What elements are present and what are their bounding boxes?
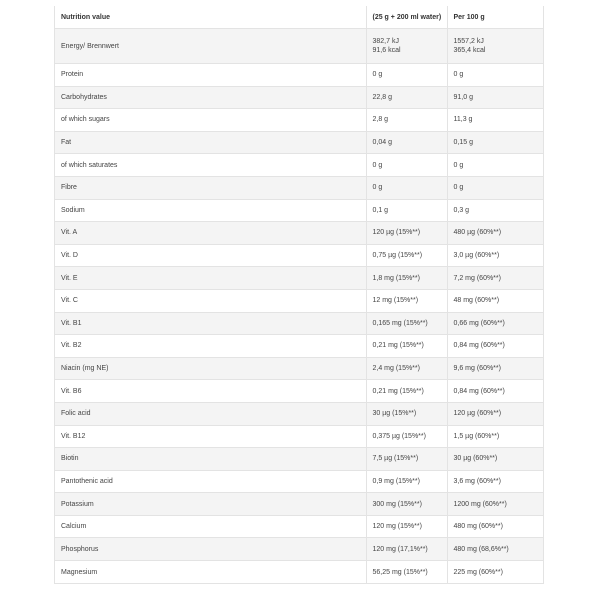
serving-value: 0,21 mg (15%**) <box>372 342 424 350</box>
per-100g-value-cell <box>447 267 543 290</box>
nutrient-name: Fibre <box>55 176 366 199</box>
per-100g-value: 480 mg (68,6%**) <box>453 545 509 553</box>
per-100g-value: 0,3 g <box>453 206 470 214</box>
table-row <box>55 335 543 358</box>
serving-value: 300 mg (15%**) <box>372 500 422 508</box>
table-row <box>55 64 543 87</box>
nutrient-name: Fat <box>55 131 366 154</box>
serving-value: 120 mg (15%**) <box>372 523 422 531</box>
nutrient-name: of which sugars <box>55 109 366 132</box>
table-row <box>55 448 543 471</box>
table-row <box>55 154 543 177</box>
per-100g-value: 11,3 g <box>453 116 473 124</box>
per-100g-value-cell <box>447 493 543 516</box>
serving-value-cell <box>366 64 447 87</box>
serving-value-cell <box>366 109 447 132</box>
per-100g-value: 0 g <box>453 184 464 192</box>
serving-value: 0,04 g <box>372 139 392 147</box>
header-serving: (25 g + 200 ml water) <box>366 6 447 29</box>
per-100g-value: 30 µg (60%**) <box>453 455 498 463</box>
per-100g-value-cell <box>447 448 543 471</box>
per-100g-value-cell <box>447 561 543 584</box>
serving-value-cell <box>366 448 447 471</box>
table-row <box>55 109 543 132</box>
nutrient-name: Vit. A <box>55 222 366 245</box>
table-row <box>55 176 543 199</box>
serving-value: 2,8 g <box>372 116 389 124</box>
serving-value-cell <box>366 222 447 245</box>
serving-value: 1,8 mg (15%**) <box>372 274 420 282</box>
serving-value-cell <box>366 289 447 312</box>
nutrient-name: Calcium <box>55 515 366 538</box>
serving-value: 22,8 g <box>372 93 392 101</box>
per-100g-value: 48 mg (60%**) <box>453 297 500 305</box>
per-100g-value-cell <box>447 538 543 561</box>
per-100g-value-cell <box>447 312 543 335</box>
per-100g-value: 0,15 g <box>453 139 473 147</box>
table-row <box>55 312 543 335</box>
serving-value: 0 g <box>372 184 383 192</box>
nutrient-name: of which saturates <box>55 154 366 177</box>
table-row <box>55 357 543 380</box>
nutrition-table <box>55 6 543 583</box>
per-100g-value-cell <box>447 176 543 199</box>
serving-value-cell <box>366 199 447 222</box>
per-100g-value-cell <box>447 380 543 403</box>
serving-value: 0,375 µg (15%**) <box>372 432 426 440</box>
per-100g-value: 480 mg (60%**) <box>453 523 503 531</box>
serving-value-cell <box>366 470 447 493</box>
table-row <box>55 538 543 561</box>
per-100g-value-cell <box>447 357 543 380</box>
table-row <box>55 470 543 493</box>
table-row <box>55 267 543 290</box>
serving-value: 0,75 µg (15%**) <box>372 252 423 260</box>
per-100g-value-cell <box>447 470 543 493</box>
serving-value: 7,5 µg (15%**) <box>372 455 419 463</box>
table-row <box>55 29 543 64</box>
serving-value: 56,25 mg (15%**) <box>372 568 428 576</box>
per-100g-value-cell <box>447 222 543 245</box>
nutrient-name: Carbohydrates <box>55 86 366 109</box>
serving-value-cell <box>366 131 447 154</box>
table-row <box>55 86 543 109</box>
serving-value: 0,165 mg (15%**) <box>372 319 428 327</box>
table-row <box>55 425 543 448</box>
table-header-row <box>55 6 543 29</box>
serving-value: 0 g <box>372 161 383 169</box>
per-100g-value-cell <box>447 425 543 448</box>
nutrient-name: Vit. C <box>55 289 366 312</box>
nutrient-name: Pantothenic acid <box>55 470 366 493</box>
serving-value-cell <box>366 515 447 538</box>
per-100g-value: 3,6 mg (60%**) <box>453 477 501 485</box>
serving-value-cell <box>366 380 447 403</box>
per-100g-value: 1557,2 kJ <box>453 38 484 45</box>
serving-value-cell <box>366 154 447 177</box>
serving-value-cell <box>366 176 447 199</box>
nutrient-name: Vit. B6 <box>55 380 366 403</box>
serving-value: 91,6 kcal <box>372 47 401 54</box>
nutrient-name: Magnesium <box>55 561 366 584</box>
header-per-100g: Per 100 g <box>447 6 543 29</box>
per-100g-value: 480 µg (60%**) <box>453 229 502 237</box>
serving-value: 2,4 mg (15%**) <box>372 365 420 373</box>
table-row <box>55 244 543 267</box>
serving-value: 0 g <box>372 71 383 79</box>
serving-value: 120 µg (15%**) <box>372 229 421 237</box>
table-row <box>55 561 543 584</box>
serving-value: 120 mg (17,1%**) <box>372 545 428 553</box>
header-nutrition-value: Nutrition value <box>61 13 111 21</box>
per-100g-value-cell <box>447 402 543 425</box>
nutrient-name: Phosphorus <box>55 538 366 561</box>
table-row <box>55 199 543 222</box>
per-100g-value: 0,66 mg (60%**) <box>453 319 505 327</box>
serving-value: 30 µg (15%**) <box>372 410 417 418</box>
serving-value-cell <box>366 267 447 290</box>
serving-value-cell <box>366 538 447 561</box>
serving-value: 12 mg (15%**) <box>372 297 419 305</box>
per-100g-value-cell <box>447 86 543 109</box>
nutrient-name: Vit. B1 <box>55 312 366 335</box>
table-row <box>55 289 543 312</box>
per-100g-value-cell <box>447 199 543 222</box>
table-row <box>55 402 543 425</box>
table-row <box>55 131 543 154</box>
per-100g-value-cell <box>447 109 543 132</box>
nutrient-name: Biotin <box>55 448 366 471</box>
per-100g-value: 9,6 mg (60%**) <box>453 365 501 373</box>
per-100g-value-cell <box>447 244 543 267</box>
per-100g-value: 91,0 g <box>453 93 473 101</box>
serving-value-cell <box>366 244 447 267</box>
nutrient-name: Energy/ Brennwert <box>55 29 366 64</box>
table-row <box>55 493 543 516</box>
per-100g-value-cell <box>447 29 543 64</box>
nutrient-name: Protein <box>55 64 366 87</box>
per-100g-value: 365,4 kcal <box>453 47 486 54</box>
serving-value: 382,7 kJ <box>372 38 399 45</box>
table-row <box>55 380 543 403</box>
per-100g-value-cell <box>447 64 543 87</box>
nutrient-name: Vit. B12 <box>55 425 366 448</box>
per-100g-value: 0,84 mg (60%**) <box>453 387 505 395</box>
serving-value-cell <box>366 86 447 109</box>
serving-value-cell <box>366 29 447 64</box>
per-100g-value: 1200 mg (60%**) <box>453 500 507 508</box>
per-100g-value: 3,0 µg (60%**) <box>453 252 500 260</box>
table-row <box>55 222 543 245</box>
serving-value-cell <box>366 312 447 335</box>
per-100g-value-cell <box>447 515 543 538</box>
nutrient-name: Vit. B2 <box>55 335 366 358</box>
table-row <box>55 515 543 538</box>
nutrient-name: Folic acid <box>55 402 366 425</box>
per-100g-value: 0 g <box>453 161 464 169</box>
nutrient-name: Niacin (mg NE) <box>55 357 366 380</box>
serving-value: 0,9 mg (15%**) <box>372 477 420 485</box>
serving-value: 0,1 g <box>372 206 389 214</box>
table-body <box>55 29 543 584</box>
per-100g-value-cell <box>447 154 543 177</box>
per-100g-value-cell <box>447 289 543 312</box>
per-100g-value-cell <box>447 335 543 358</box>
serving-value: 0,21 mg (15%**) <box>372 387 424 395</box>
per-100g-value: 1,5 µg (60%**) <box>453 432 500 440</box>
serving-value-cell <box>366 402 447 425</box>
nutrient-name: Sodium <box>55 199 366 222</box>
per-100g-value: 7,2 mg (60%**) <box>453 274 501 282</box>
per-100g-value: 0,84 mg (60%**) <box>453 342 505 350</box>
nutrient-name: Potassium <box>55 493 366 516</box>
per-100g-value: 0 g <box>453 71 464 79</box>
nutrient-name: Vit. D <box>55 244 366 267</box>
per-100g-value: 225 mg (60%**) <box>453 568 503 576</box>
serving-value-cell <box>366 335 447 358</box>
per-100g-value: 120 µg (60%**) <box>453 410 502 418</box>
nutrition-table-container <box>54 6 544 584</box>
per-100g-value-cell <box>447 131 543 154</box>
serving-value-cell <box>366 357 447 380</box>
serving-value-cell <box>366 493 447 516</box>
nutrient-name: Vit. E <box>55 267 366 290</box>
serving-value-cell <box>366 561 447 584</box>
serving-value-cell <box>366 425 447 448</box>
